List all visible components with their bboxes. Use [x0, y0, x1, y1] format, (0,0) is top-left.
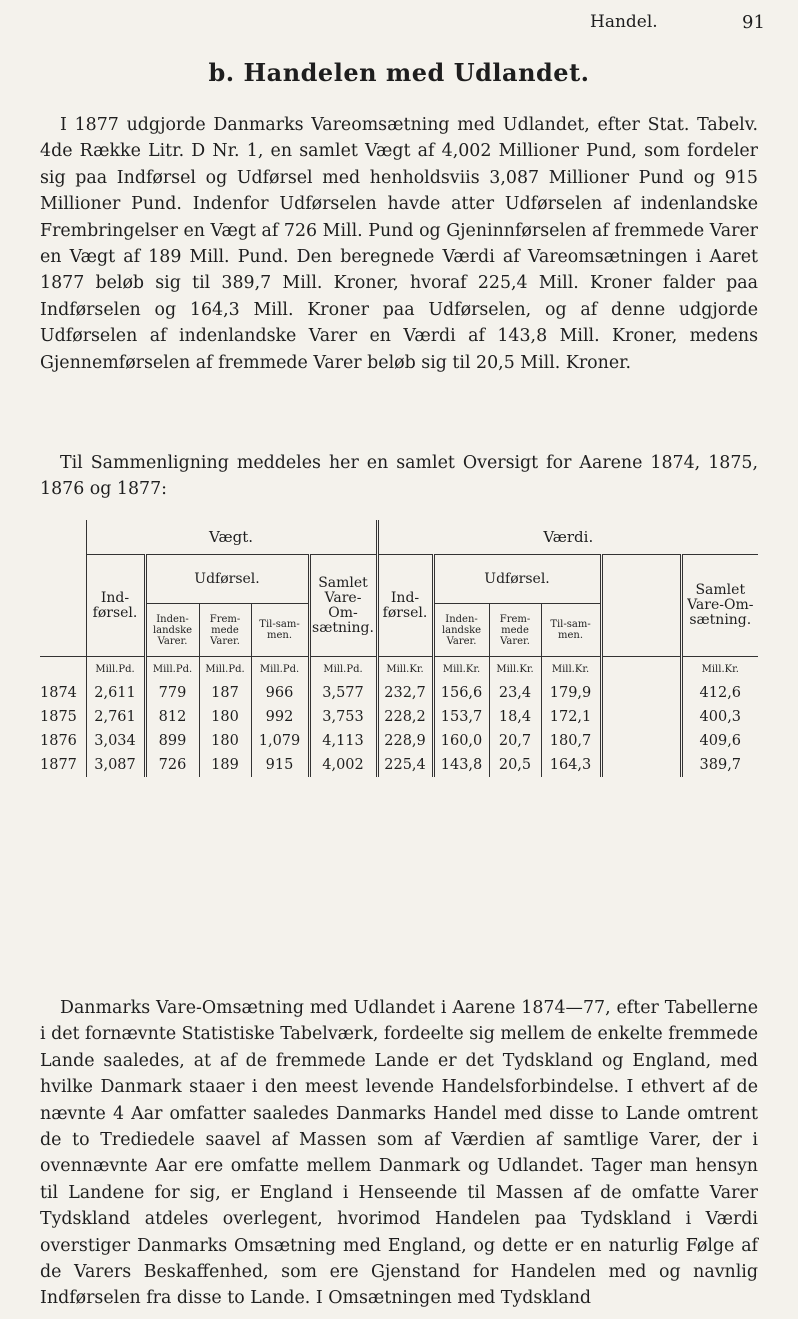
unit-label: Mill.Kr.: [489, 657, 541, 682]
value-cell: 156,6: [433, 681, 489, 705]
value-cell: 23,4: [489, 681, 541, 705]
weight-cell: 3,577: [309, 681, 377, 705]
value-cell: 389,7: [681, 753, 758, 777]
value-cell: 153,7: [433, 705, 489, 729]
unit-label: Mill.Kr.: [541, 657, 601, 682]
weight-cell: 4,002: [309, 753, 377, 777]
weight-cell: 2,611: [86, 681, 145, 705]
weight-cell: 3,753: [309, 705, 377, 729]
weight-cell: 189: [199, 753, 251, 777]
unit-label: Mill.Kr.: [377, 657, 433, 682]
weight-cell: 180: [199, 705, 251, 729]
section-title: b. Handelen med Udlandet.: [208, 58, 590, 87]
table-row: [40, 705, 758, 729]
header-spacer: [601, 555, 681, 604]
spacer-cell: [601, 729, 681, 753]
value-cell: 228,2: [377, 705, 433, 729]
subheader-domestic-weight: Inden-landske Varer.: [145, 604, 199, 657]
value-cell: 409,6: [681, 729, 758, 753]
weight-cell: 187: [199, 681, 251, 705]
weight-cell: 3,087: [86, 753, 145, 777]
spacer-cell: [601, 681, 681, 705]
group-header-weight: Vægt.: [86, 520, 377, 555]
trade-statistics-table: [40, 520, 758, 777]
unit-label: Mill.Kr.: [681, 657, 758, 682]
year-cell: 1875: [40, 709, 77, 725]
value-cell: 400,3: [681, 705, 758, 729]
table-row: [40, 753, 758, 777]
weight-cell: 2,761: [86, 705, 145, 729]
unit-label: Mill.Pd.: [145, 657, 199, 682]
value-cell: 20,5: [489, 753, 541, 777]
value-cell: 232,7: [377, 681, 433, 705]
value-cell: 20,7: [489, 729, 541, 753]
spacer-cell: [601, 753, 681, 777]
weight-cell: 4,113: [309, 729, 377, 753]
value-cell: 143,8: [433, 753, 489, 777]
unit-label: Mill.Pd.: [251, 657, 309, 682]
weight-cell: 3,034: [86, 729, 145, 753]
paragraph-intro: I 1877 udgjorde Danmarks Vareomsætning med Udlandet, efter Stat. Tabelv. 4de Række Litr. D Nr. 1, en samlet Vægt af 4,002 Millioner Pund, som fordeler sig paa Indførsel og Udførsel med henholdsviis 3,087 Millioner Pund og 915 Millioner Pund. Indenfor Udførselen havde atter Udførselen af indenlandske Frembringelser en Vægt af 726 Mill. Pund og Gjeninnførselen af fremmede Varer en Vægt af 189 Mill. Pund. Den beregnede Værdi af Vareomsætningen i Aaret 1877 beløb sig til 389,7 Mill. Kroner, hvoraf 225,4 Mill. Kroner falder paa Indførselen og 164,3 Mill. Kroner paa Udførselen, og af denne udgjorde Udførselen af indenlandske Varer en Værdi af 143,8 Mill. Kroner, medens Gjennemførselen af fremmede Varer beløb sig til 20,5 Mill. Kroner.: [40, 115, 758, 373]
weight-cell: 726: [145, 753, 199, 777]
weight-cell: 180: [199, 729, 251, 753]
value-cell: 180,7: [541, 729, 601, 753]
weight-cell: 992: [251, 705, 309, 729]
page-number: 91: [742, 12, 765, 33]
value-cell: 164,3: [541, 753, 601, 777]
value-cell: 160,0: [433, 729, 489, 753]
year-cell: 1877: [40, 757, 77, 773]
unit-label: Mill.Pd.: [309, 657, 377, 682]
weight-cell: 779: [145, 681, 199, 705]
spacer-cell: [601, 705, 681, 729]
value-cell: 228,9: [377, 729, 433, 753]
table-row: [40, 729, 758, 753]
header-export-value: Udførsel.: [433, 555, 601, 604]
header-total-weight: Samlet Vare-Om-sætning.: [309, 555, 377, 657]
value-cell: 18,4: [489, 705, 541, 729]
running-head-title: Handel.: [590, 12, 658, 32]
weight-cell: 899: [145, 729, 199, 753]
weight-cell: 1,079: [251, 729, 309, 753]
value-cell: 172,1: [541, 705, 601, 729]
table-row: [40, 681, 758, 705]
header-export-weight: Udførsel.: [145, 555, 309, 604]
paragraph-comparison-lead: Til Sammenligning meddeles her en samlet Oversigt for Aarene 1874, 1875, 1876 og 1877:: [40, 453, 758, 500]
value-cell: 179,9: [541, 681, 601, 705]
year-header-blank: [40, 520, 86, 555]
header-import-weight: Ind-førsel.: [86, 555, 145, 657]
year-cell: 1874: [40, 685, 77, 701]
header-total-value: Samlet Vare-Om-sætning.: [681, 555, 758, 657]
unit-label: Mill.Kr.: [433, 657, 489, 682]
header-import-value: Ind-førsel.: [377, 555, 433, 657]
unit-label: Mill.Pd.: [199, 657, 251, 682]
value-cell: 225,4: [377, 753, 433, 777]
subheader-foreign-weight: Frem-mede Varer.: [199, 604, 251, 657]
running-header: [0, 12, 798, 36]
weight-cell: 812: [145, 705, 199, 729]
group-header-value: Værdi.: [377, 520, 758, 555]
subheader-domestic-value: Inden-landske Varer.: [433, 604, 489, 657]
subheader-subtotal-weight: Til-sam-men.: [251, 604, 309, 657]
paragraph-country-analysis: Danmarks Vare-Omsætning med Udlandet i Aarene 1874—77, efter Tabellerne i det fornævnte Statistiske Tabelværk, fordeelte sig mellem de enkelte fremmede Lande saaledes, at af de fremmede Lande er det Tydskland og England, med hvilke Danmark staaer i den meest levende Handelsforbindelse. I ethvert af de nævnte 4 Aar omfatter saaledes Danmarks Handel med disse to Lande omtrent de to Trediedele saavel af Massen som af Værdien af samtlige Varer, der i ovennævnte Aar ere omfatte mellem Danmark og Udlandet. Tager man hensyn til Landene for sig, er England i Henseende til Massen af de omfatte Varer Tydskland atdeles overlegent, hvorimod Handelen paa Tydskland i Værdi overstiger Danmarks Omsætning med England, og dette er en naturlig Følge af de Varers Beskaffenhed, som ere Gjenstand for Handelen med og navnlig Indførselen fra disse to Lande. I Omsætningen med Tydskland: [40, 998, 758, 1309]
year-cell: 1876: [40, 733, 77, 749]
subheader-subtotal-value: Til-sam-men.: [541, 604, 601, 657]
unit-label: Mill.Pd.: [86, 657, 145, 682]
weight-cell: 966: [251, 681, 309, 705]
weight-cell: 915: [251, 753, 309, 777]
subheader-foreign-value: Frem-mede Varer.: [489, 604, 541, 657]
value-cell: 412,6: [681, 681, 758, 705]
